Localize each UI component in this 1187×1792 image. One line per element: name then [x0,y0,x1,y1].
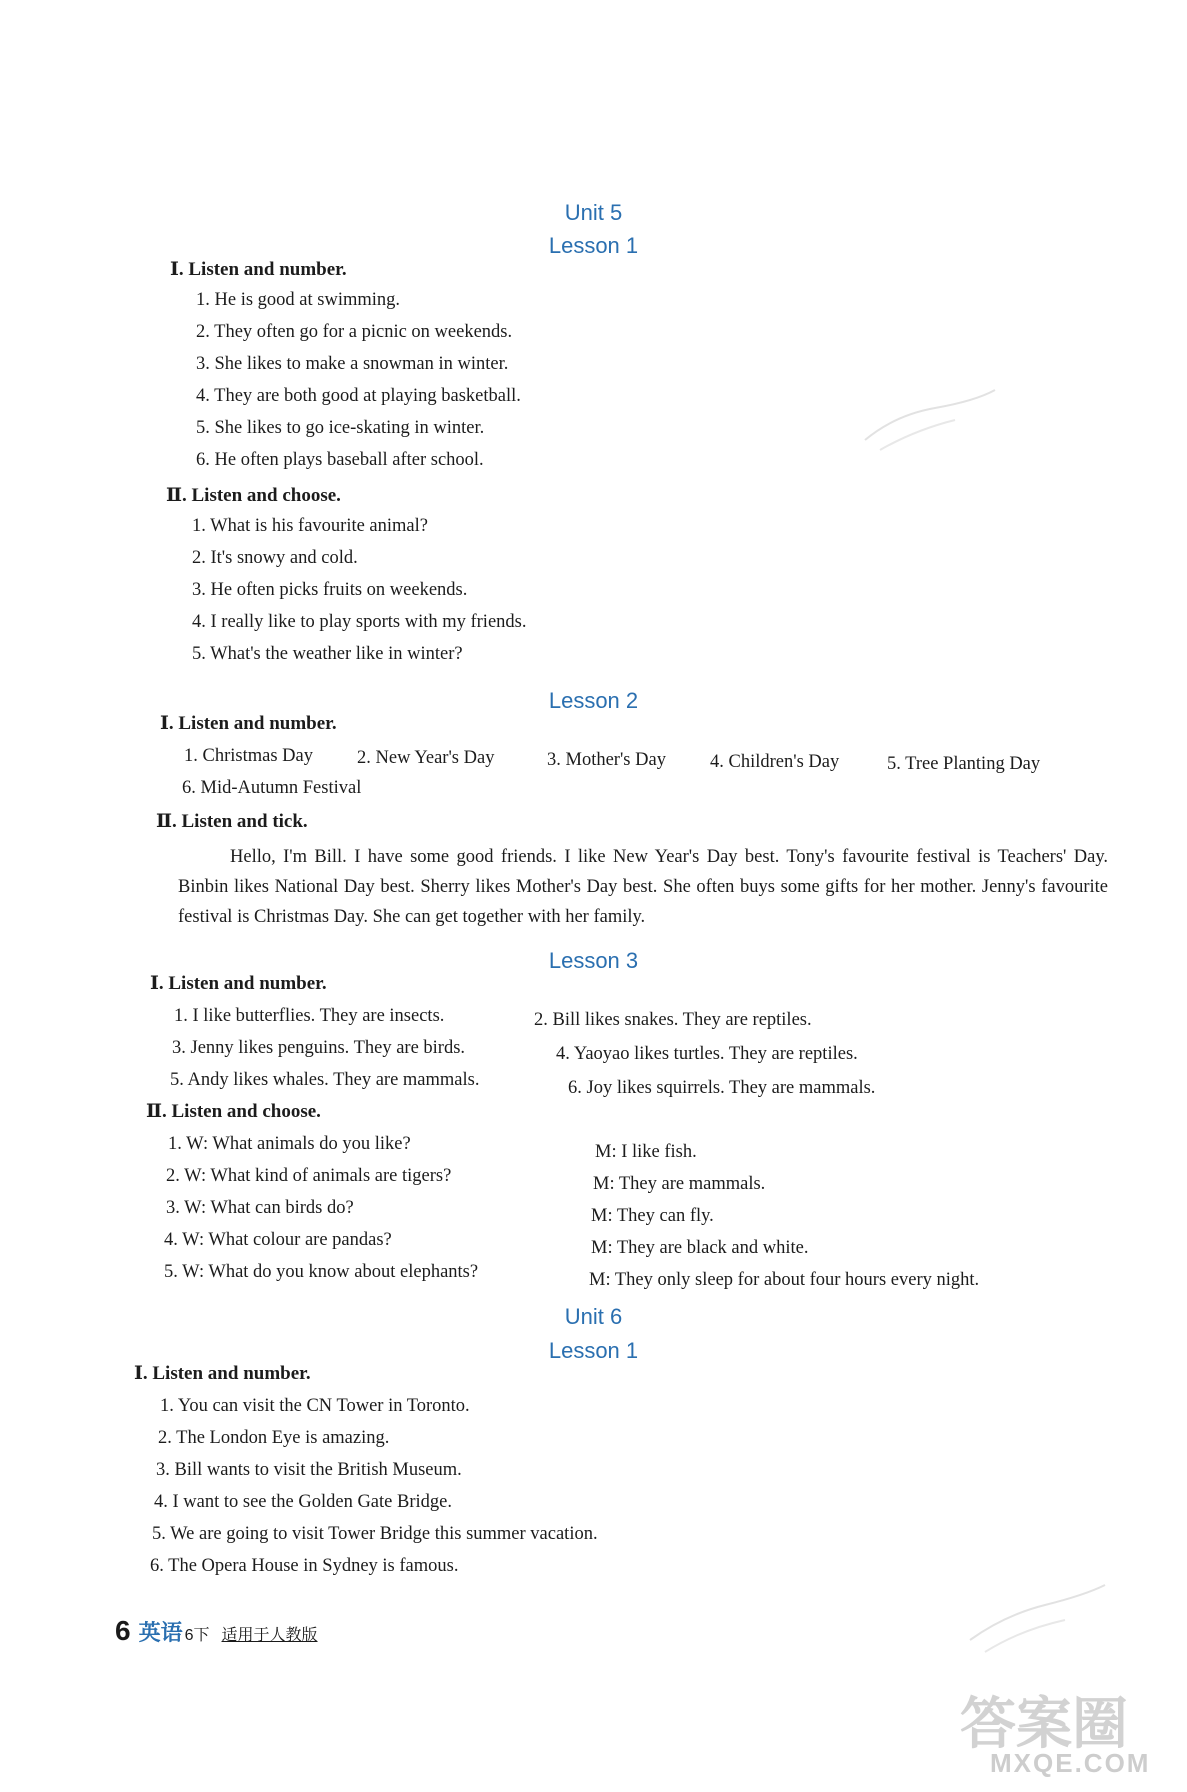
dialogue-answer: M: I like fish. [595,1142,697,1162]
subject-label: 英语 [138,1620,183,1645]
list-item: 5. We are going to visit Tower Bridge this summer vacation. [152,1524,598,1544]
dialogue-answer: M: They can fly. [591,1206,714,1226]
list-item: 3. Jenny likes penguins. They are birds. [172,1038,466,1058]
edition-label: 适用于人教版 [221,1627,318,1644]
listening-paragraph: Hello, I'm Bill. I have some good friends. I like New Year's Day best. Tony's favourite festival is Teachers' Day. Binbin likes National Day best. Sherry likes Mother's Day best. She often buys some gifts for her mother. Jenny's favourite festival is Christmas Day. She can get together with her family. [178,847,1108,927]
list-item: 4. I really like to play sports with my friends. [192,612,527,632]
lesson-title: Lesson 2 [548,688,639,713]
list-item: 3. Mother's Day [547,750,666,770]
list-item: 6. Mid-Autumn Festival [182,778,362,798]
list-item: 5. Andy likes whales. They are mammals. [170,1070,480,1090]
section-heading: Ⅱ. Listen and tick. [156,811,308,832]
dialogue-question: 3. W: What can birds do? [166,1198,354,1218]
section-heading: Ⅱ. Listen and choose. [166,485,341,506]
list-item: 1. What is his favourite animal? [192,516,428,536]
grade-label: 6下 [184,1627,210,1644]
list-item: 4. I want to see the Golden Gate Bridge. [154,1492,452,1512]
section-heading: Ⅰ. Listen and number. [170,259,347,280]
page-footer [115,1615,318,1647]
dialogue-question: 2. W: What kind of animals are tigers? [166,1166,452,1186]
dialogue-question: 5. W: What do you know about elephants? [164,1262,479,1282]
list-item: 6. He often plays baseball after school. [196,450,484,470]
watermark-url: MXQE.COM [990,1748,1151,1778]
list-item: 4. Children's Day [710,752,840,772]
list-item: 1. You can visit the CN Tower in Toronto. [160,1396,470,1416]
list-item: 5. What's the weather like in winter? [192,644,463,664]
list-item: 2. New Year's Day [357,748,495,768]
dialogue-question: 4. W: What colour are pandas? [164,1230,392,1250]
list-item: 3. He often picks fruits on weekends. [192,580,468,600]
watermark-logo: 答案圈 [960,1692,1128,1755]
list-item: 6. Joy likes squirrels. They are mammals. [568,1078,876,1098]
faint-stamp-mark [960,1570,1110,1660]
list-item: 4. Yaoyao likes turtles. They are reptiles. [556,1044,858,1064]
section-heading: Ⅰ. Listen and number. [160,713,337,734]
list-item: 4. They are both good at playing basketball. [196,386,521,406]
list-item: 2. They often go for a picnic on weekends. [196,322,513,342]
list-item: 2. It's snowy and cold. [192,548,358,568]
list-item: 3. She likes to make a snowman in winter. [196,354,509,374]
list-item: 6. The Opera House in Sydney is famous. [150,1556,459,1576]
section-heading: Ⅱ. Listen and choose. [146,1101,321,1122]
dialogue-answer: M: They only sleep for about four hours every night. [589,1270,980,1290]
lesson-title: Lesson 3 [548,948,639,973]
faint-stamp-mark [855,380,1005,460]
dialogue-answer: M: They are black and white. [591,1238,809,1258]
unit-title: Unit 6 [564,1304,623,1329]
dialogue-answer: M: They are mammals. [593,1174,766,1194]
list-item: 1. Christmas Day [184,746,313,766]
dialogue-question: 1. W: What animals do you like? [168,1134,411,1154]
lesson-title: Lesson 1 [548,233,639,258]
list-item: 5. She likes to go ice-skating in winter. [196,418,485,438]
list-item: 3. Bill wants to visit the British Museum. [156,1460,462,1480]
page-number: 6 [115,1615,131,1646]
lesson-title: Lesson 1 [548,1338,639,1363]
section-heading: Ⅰ. Listen and number. [134,1363,311,1384]
list-item: 2. Bill likes snakes. They are reptiles. [534,1010,812,1030]
unit-title: Unit 5 [564,200,623,225]
list-item: 1. He is good at swimming. [196,290,401,310]
list-item: 5. Tree Planting Day [887,754,1041,774]
list-item: 1. I like butterflies. They are insects. [174,1006,445,1026]
list-item: 2. The London Eye is amazing. [158,1428,390,1448]
section-heading: Ⅰ. Listen and number. [150,973,327,994]
